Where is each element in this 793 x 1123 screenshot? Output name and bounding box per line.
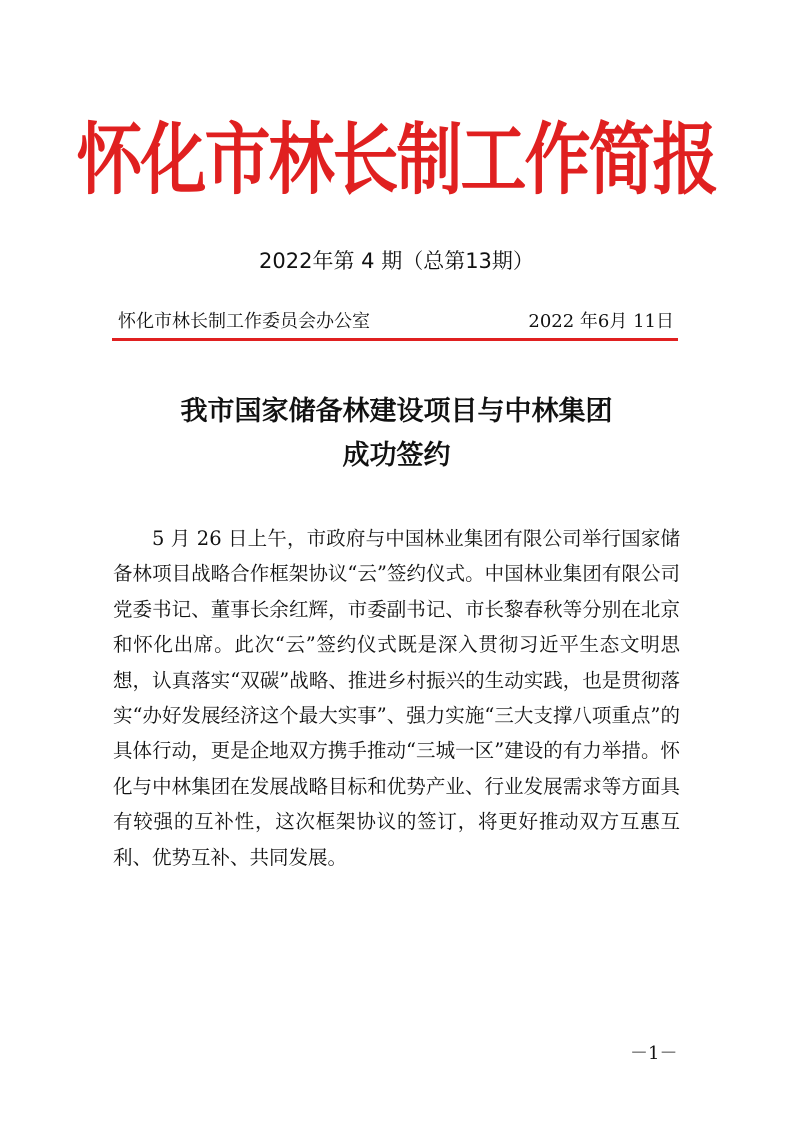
newsletter-masthead: 怀化市林长制工作简报 [76, 113, 717, 206]
issuer-row [118, 309, 674, 335]
red-divider-line [112, 338, 678, 341]
page-number: －1－ [630, 1043, 678, 1064]
issue-number: 2022年第 4 期（总第13期） [259, 249, 534, 273]
article-title-line-1: 我市国家储备林建设项目与中林集团 [180, 396, 613, 427]
article-title-line-2: 成功签约 [342, 440, 451, 471]
article-title [0, 390, 793, 478]
issue-date: 2022 年6月 11日 [528, 311, 674, 332]
article-body: 5 月 26 日上午，市政府与中国林业集团有限公司举行国家储备林项目战略合作框架协议“云”签约仪式。中国林业集团有限公司党委书记、董事长余红辉，市委副书记、市长黎春秋等分别在北京和怀化出席。此次“云”签约仪式既是深入贯彻习近平生态文明思想，认真落实“双碳”战略、推进乡村振兴的生动实践，也是贯彻落实“办好发展经济这个最大实事”、强力实施“三大支撑八项重点”的具体行动，更是企地双方携手推动“三城一区”建设的有力举措。怀化与中林集团在发展战略目标和优势产业、行业发展需求等方面具有较强的互补性，这次框架协议的签订，将更好推动双方互惠互利、优势互补、共同发展。 [113, 527, 680, 869]
issuing-office: 怀化市林长制工作委员会办公室 [118, 311, 370, 332]
